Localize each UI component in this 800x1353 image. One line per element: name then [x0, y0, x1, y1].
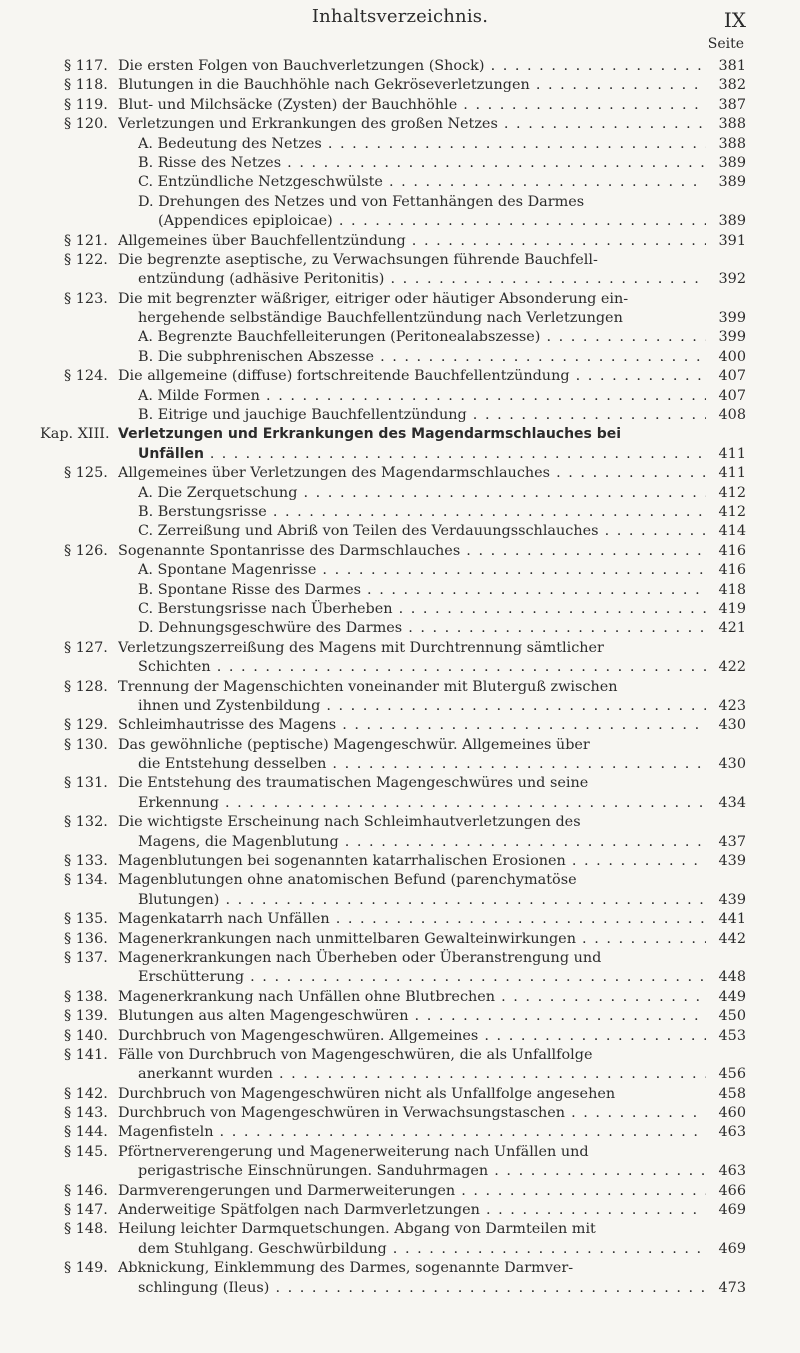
entry-line	[0, 619, 800, 638]
entry-title: (Appendices epiploicae) . . .	[158, 212, 706, 231]
entry-title: Blutungen aus alten Magengeschwüren . . .	[118, 1007, 706, 1026]
entry-line	[0, 96, 800, 115]
section-label: § 148.	[64, 1221, 108, 1238]
entry-title: Magenerkrankung nach Unfällen ohne Blutbrechen . . .	[118, 988, 706, 1007]
entry-title: anerkannt wurden . . .	[138, 1065, 706, 1084]
entry-title: B. Berstungsrisse . . .	[138, 503, 706, 522]
entry-title: A. Die Zerquetschung . . .	[138, 484, 706, 503]
entry-title: Magenerkrankungen nach Überheben oder Überanstrengung und	[118, 949, 602, 966]
entry-line	[0, 1046, 800, 1065]
entry-page-number: 458	[718, 1085, 746, 1102]
entry-line	[0, 309, 800, 328]
entry-page-number: 412	[718, 503, 746, 520]
entry-line	[0, 852, 800, 871]
entry-title: Erschütterung . . .	[138, 968, 706, 987]
entry-page-number: 463	[718, 1124, 746, 1141]
entry-line	[0, 833, 800, 852]
entry-line	[0, 581, 800, 600]
section-label: § 129.	[64, 717, 108, 734]
entry-line	[0, 328, 800, 347]
entry-line	[0, 1104, 800, 1123]
entry-line	[0, 1162, 800, 1181]
entry-title: Unfällen . . .	[138, 445, 706, 464]
entry-line	[0, 1065, 800, 1084]
entry-title: perigastrische Einschnürungen. Sanduhrmagen . . .	[138, 1162, 706, 1181]
section-entry	[0, 1007, 800, 1026]
entry-line	[0, 1085, 800, 1104]
subsection-entry	[0, 406, 800, 425]
section-entry	[0, 1220, 800, 1259]
entry-title: Fälle von Durchbruch von Magengeschwüren, die als Unfallfolge	[118, 1046, 593, 1063]
entry-line	[0, 135, 800, 154]
entry-page-number: 423	[718, 697, 746, 714]
section-label: § 149.	[64, 1260, 108, 1277]
entry-line	[0, 115, 800, 134]
entry-page-number: 418	[718, 581, 746, 598]
entry-title: C. Berstungsrisse nach Überheben . . .	[138, 600, 706, 619]
table-of-contents	[0, 57, 800, 1298]
section-entry	[0, 813, 800, 852]
section-label: § 140.	[64, 1027, 108, 1044]
entry-line	[0, 522, 800, 541]
entry-title: Magens, die Magenblutung . . .	[138, 833, 706, 852]
section-label: § 126.	[64, 542, 108, 559]
entry-page-number: 456	[718, 1066, 746, 1083]
entry-page-number: 411	[718, 465, 746, 482]
section-label: § 136.	[64, 930, 108, 947]
entry-line	[0, 1259, 800, 1278]
entry-line	[0, 910, 800, 929]
section-entry	[0, 736, 800, 775]
entry-title: D. Dehnungsgeschwüre des Darmes . . .	[138, 619, 706, 638]
entry-page-number: 389	[718, 154, 746, 171]
entry-line	[0, 445, 800, 464]
entry-title: Magenfisteln . . .	[118, 1123, 706, 1142]
section-label: § 134.	[64, 872, 108, 889]
entry-page-number: 466	[718, 1182, 746, 1199]
section-label: § 121.	[64, 232, 108, 249]
section-entry	[0, 930, 800, 949]
section-label: § 122.	[64, 251, 108, 268]
chapter-label: Kap. XIII.	[40, 426, 110, 443]
section-entry	[0, 1123, 800, 1142]
entry-page-number: 400	[718, 348, 746, 365]
section-entry	[0, 1143, 800, 1182]
entry-page-number: 450	[718, 1008, 746, 1025]
entry-line	[0, 348, 800, 367]
entry-title: entzündung (adhäsive Peritonitis) . . .	[138, 270, 706, 289]
section-entry	[0, 871, 800, 910]
entry-title: Heilung leichter Darmquetschungen. Abgang von Darmteilen mit	[118, 1221, 596, 1238]
entry-title: Blut- und Milchsäcke (Zysten) der Bauchhöhle . . .	[118, 96, 706, 115]
entry-page-number: 430	[718, 717, 746, 734]
entry-line	[0, 871, 800, 890]
entry-title: Darmverengerungen und Darmerweiterungen . . .	[118, 1182, 706, 1201]
entry-page-number: 463	[718, 1163, 746, 1180]
section-label: § 137.	[64, 949, 108, 966]
section-entry	[0, 1085, 800, 1104]
entry-title: B. Eitrige und jauchige Bauchfellentzündung . . .	[138, 406, 706, 425]
section-entry	[0, 988, 800, 1007]
entry-title: Verletzungszerreißung des Magens mit Durchtrennung sämtlicher	[118, 639, 604, 656]
entry-title: A. Begrenzte Bauchfelleiterungen (Peritonealabszesse) . . .	[138, 328, 706, 347]
entry-page-number: 430	[718, 756, 746, 773]
entry-title: Durchbruch von Magengeschwüren in Verwachsungstaschen . . .	[118, 1104, 706, 1123]
entry-title: Die Entstehung des traumatischen Magengeschwüres und seine	[118, 775, 589, 792]
entry-line	[0, 813, 800, 832]
subsection-entry	[0, 387, 800, 406]
section-entry	[0, 716, 800, 735]
entry-title: B. Risse des Netzes . . .	[138, 154, 706, 173]
entry-title: Magenkatarrh nach Unfällen . . .	[118, 910, 706, 929]
subsection-entry	[0, 600, 800, 619]
section-label: § 124.	[64, 368, 108, 385]
entry-page-number: 442	[718, 930, 746, 947]
entry-page-number: 407	[718, 368, 746, 385]
entry-title: Anderweitige Spätfolgen nach Darmverletzungen . . .	[118, 1201, 706, 1220]
entry-line	[0, 658, 800, 677]
entry-line	[0, 1279, 800, 1298]
entry-title: schlingung (Ileus) . . .	[138, 1279, 706, 1298]
section-label: § 118.	[64, 77, 108, 94]
entry-title: dem Stuhlgang. Geschwürbildung . . .	[138, 1240, 706, 1259]
entry-line	[0, 1182, 800, 1201]
subsection-entry	[0, 484, 800, 503]
entry-title: C. Entzündliche Netzgeschwülste . . .	[138, 173, 706, 192]
section-label: § 125.	[64, 465, 108, 482]
entry-page-number: 439	[718, 891, 746, 908]
section-entry	[0, 1259, 800, 1298]
entry-title: Verletzungen und Erkrankungen des Magendarmschlauches bei	[118, 426, 622, 443]
entry-line	[0, 232, 800, 251]
entry-line	[0, 930, 800, 949]
entry-page-number: 407	[718, 387, 746, 404]
section-entry	[0, 1027, 800, 1046]
section-entry	[0, 910, 800, 929]
section-entry	[0, 949, 800, 988]
entry-title: Trennung der Magenschichten voneinander mit Bluterguß zwischen	[118, 678, 618, 695]
entry-title: Die ersten Folgen von Bauchverletzungen (Shock) . . .	[118, 57, 706, 76]
section-label: § 128.	[64, 678, 108, 695]
entry-line	[0, 639, 800, 658]
entry-title: Schleimhautrisse des Magens . . .	[118, 716, 706, 735]
entry-line	[0, 697, 800, 716]
entry-title: A. Bedeutung des Netzes . . .	[138, 135, 706, 154]
entry-title: B. Spontane Risse des Darmes . . .	[138, 581, 706, 600]
entry-page-number: 387	[718, 96, 746, 113]
chapter-entry	[0, 425, 800, 464]
entry-line	[0, 406, 800, 425]
section-entry	[0, 852, 800, 871]
entry-line	[0, 678, 800, 697]
entry-title: die Entstehung desselben . . .	[138, 755, 706, 774]
entry-title: Durchbruch von Magengeschwüren. Allgemeines . . .	[118, 1027, 706, 1046]
section-label: § 142.	[64, 1085, 108, 1102]
entry-page-number: 392	[718, 271, 746, 288]
section-entry	[0, 76, 800, 95]
entry-line	[0, 561, 800, 580]
entry-title: B. Die subphrenischen Abszesse . . .	[138, 348, 706, 367]
subsection-entry	[0, 522, 800, 541]
entry-page-number: 416	[718, 542, 746, 559]
entry-page-number: 460	[718, 1105, 746, 1122]
section-label: § 139.	[64, 1008, 108, 1025]
entry-page-number: 388	[718, 116, 746, 133]
section-entry	[0, 542, 800, 561]
entry-title: Pförtnerverengerung und Magenerweiterung nach Unfällen und	[118, 1143, 589, 1160]
entry-line	[0, 76, 800, 95]
entry-line	[0, 503, 800, 522]
page-number: IX	[723, 8, 746, 32]
entry-page-number: 412	[718, 484, 746, 501]
entry-page-number: 469	[718, 1202, 746, 1219]
section-entry	[0, 115, 800, 134]
entry-line	[0, 154, 800, 173]
subsection-entry	[0, 619, 800, 638]
section-entry	[0, 1182, 800, 1201]
entry-line	[0, 542, 800, 561]
entry-line	[0, 716, 800, 735]
subsection-entry	[0, 503, 800, 522]
entry-title: Die wichtigste Erscheinung nach Schleimhautverletzungen des	[118, 814, 581, 831]
entry-title: D. Drehungen des Netzes und von Fettanhängen des Darmes	[138, 193, 585, 210]
entry-line	[0, 193, 800, 212]
subsection-entry	[0, 328, 800, 347]
section-label: § 138.	[64, 988, 108, 1005]
section-entry	[0, 774, 800, 813]
section-entry	[0, 1046, 800, 1085]
section-entry	[0, 639, 800, 678]
section-label: § 133.	[64, 853, 108, 870]
entry-line	[0, 212, 800, 231]
page-column-label: Seite	[707, 36, 744, 52]
section-entry	[0, 290, 800, 329]
section-entry	[0, 96, 800, 115]
entry-title: Schichten . . .	[138, 658, 706, 677]
entry-title: Das gewöhnliche (peptische) Magengeschwür. Allgemeines über	[118, 736, 590, 753]
entry-line	[0, 1143, 800, 1162]
entry-title: Magenerkrankungen nach unmittelbaren Gewalteinwirkungen . . .	[118, 930, 706, 949]
section-label: § 120.	[64, 116, 108, 133]
entry-title: Durchbruch von Magengeschwüren nicht als Unfallfolge angesehen	[118, 1085, 616, 1102]
section-label: § 130.	[64, 736, 108, 753]
entry-page-number: 434	[718, 794, 746, 811]
running-title: Inhaltsverzeichnis.	[311, 6, 489, 27]
entry-page-number: 389	[718, 174, 746, 191]
entry-line	[0, 600, 800, 619]
entry-page-number: 449	[718, 988, 746, 1005]
entry-line	[0, 988, 800, 1007]
entry-page-number: 382	[718, 77, 746, 94]
entry-page-number: 439	[718, 853, 746, 870]
section-entry	[0, 1104, 800, 1123]
section-entry	[0, 464, 800, 483]
section-entry	[0, 367, 800, 386]
section-label: § 117.	[64, 58, 108, 74]
subsection-entry	[0, 561, 800, 580]
entry-line	[0, 270, 800, 289]
subsection-entry	[0, 193, 800, 232]
entry-title: Magenblutungen bei sogenannten katarrhalischen Erosionen . . .	[118, 852, 706, 871]
entry-title: A. Milde Formen . . .	[138, 387, 706, 406]
entry-line	[0, 949, 800, 968]
entry-title: Blutungen) . . .	[138, 891, 706, 910]
entry-page-number: 388	[718, 135, 746, 152]
entry-line	[0, 251, 800, 270]
entry-title: Die mit begrenzter wäßriger, eitriger oder häutiger Absonderung ein-	[118, 290, 629, 307]
section-label: § 123.	[64, 290, 108, 307]
entry-line	[0, 464, 800, 483]
section-label: § 135.	[64, 911, 108, 928]
entry-title: ihnen und Zystenbildung . . .	[138, 697, 706, 716]
section-label: § 144.	[64, 1124, 108, 1141]
entry-page-number: 421	[718, 620, 746, 637]
entry-page-number: 416	[718, 562, 746, 579]
entry-line	[0, 1007, 800, 1026]
entry-line	[0, 1123, 800, 1142]
entry-line	[0, 736, 800, 755]
section-entry	[0, 232, 800, 251]
subsection-entry	[0, 135, 800, 154]
entry-page-number: 414	[718, 523, 746, 540]
section-label: § 143.	[64, 1105, 108, 1122]
subsection-entry	[0, 154, 800, 173]
section-label: § 127.	[64, 639, 108, 656]
entry-page-number: 399	[718, 329, 746, 346]
entry-line	[0, 1220, 800, 1239]
entry-page-number: 469	[718, 1240, 746, 1257]
entry-line	[0, 425, 800, 444]
section-entry	[0, 678, 800, 717]
entry-page-number: 441	[718, 911, 746, 928]
entry-page-number: 448	[718, 969, 746, 986]
entry-page-number: 408	[718, 407, 746, 424]
section-label: § 131.	[64, 775, 108, 792]
entry-title: Die begrenzte aseptische, zu Verwachsungen führende Bauchfell-	[118, 251, 598, 268]
entry-page-number: 453	[718, 1027, 746, 1044]
section-label: § 141.	[64, 1046, 108, 1063]
section-label: § 146.	[64, 1182, 108, 1199]
entry-title: Sogenannte Spontanrisse des Darmschlauches . . .	[118, 542, 706, 561]
entry-page-number: 399	[718, 310, 746, 327]
entry-page-number: 419	[718, 600, 746, 617]
entry-title: Allgemeines über Bauchfellentzündung . . .	[118, 232, 706, 251]
entry-line	[0, 968, 800, 987]
entry-title: Erkennung . . .	[138, 794, 706, 813]
entry-title: Abknickung, Einklemmung des Darmes, sogenannte Darmver-	[118, 1260, 574, 1277]
entry-line	[0, 774, 800, 793]
entry-line	[0, 290, 800, 309]
section-entry	[0, 57, 800, 76]
section-label: § 132.	[64, 814, 108, 831]
entry-line	[0, 755, 800, 774]
entry-line	[0, 891, 800, 910]
entry-line	[0, 173, 800, 192]
entry-line	[0, 484, 800, 503]
section-label: § 119.	[64, 96, 108, 113]
entry-page-number: 437	[718, 833, 746, 850]
entry-title: Allgemeines über Verletzungen des Magendarmschlauches . . .	[118, 464, 706, 483]
section-label: § 147.	[64, 1202, 108, 1219]
entry-page-number: 473	[718, 1279, 746, 1296]
section-entry	[0, 251, 800, 290]
subsection-entry	[0, 173, 800, 192]
subsection-entry	[0, 348, 800, 367]
entry-title: Die allgemeine (diffuse) fortschreitende Bauchfellentzündung . . .	[118, 367, 706, 386]
entry-page-number: 389	[718, 213, 746, 230]
entry-title: A. Spontane Magenrisse . . .	[138, 561, 706, 580]
entry-page-number: 411	[718, 445, 746, 462]
entry-title: hergehende selbständige Bauchfellentzündung nach Verletzungen	[138, 310, 623, 327]
entry-title: Magenblutungen ohne anatomischen Befund (parenchymatöse	[118, 872, 577, 889]
section-entry	[0, 1201, 800, 1220]
entry-title: Verletzungen und Erkrankungen des großen Netzes . . .	[118, 115, 706, 134]
entry-line	[0, 1027, 800, 1046]
entry-line	[0, 794, 800, 813]
entry-line	[0, 57, 800, 76]
entry-line	[0, 387, 800, 406]
entry-line	[0, 1240, 800, 1259]
entry-title: Blutungen in die Bauchhöhle nach Gekröseverletzungen . . .	[118, 76, 706, 95]
entry-page-number: 381	[718, 58, 746, 74]
section-label: § 145.	[64, 1143, 108, 1160]
entry-line	[0, 1201, 800, 1220]
entry-page-number: 422	[718, 659, 746, 676]
entry-page-number: 391	[718, 232, 746, 249]
entry-title: C. Zerreißung und Abriß von Teilen des Verdauungsschlauches . . .	[138, 522, 706, 541]
entry-line	[0, 367, 800, 386]
subsection-entry	[0, 581, 800, 600]
